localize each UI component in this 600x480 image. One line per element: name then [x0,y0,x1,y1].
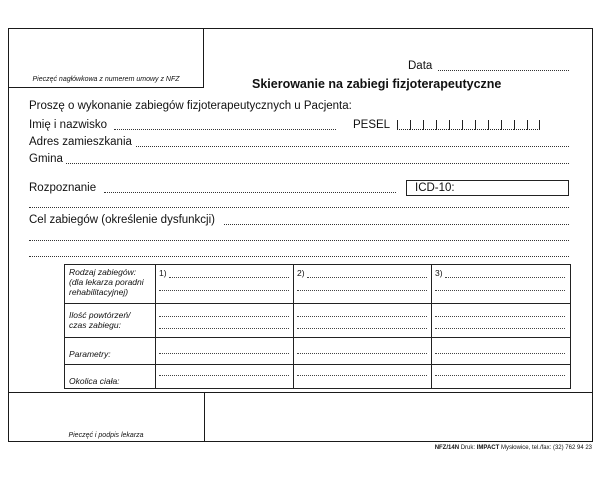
form-title: Skierowanie na zabiegi fizjoterapeutyczne [252,77,502,91]
pesel-digit-cell[interactable] [462,120,475,130]
pesel-digit-cell[interactable] [475,120,488,130]
pesel-digit-cell[interactable] [449,120,462,130]
goal-continuation-line[interactable] [29,240,569,241]
pesel-digit-cell[interactable] [436,120,449,130]
signature-separator [8,392,593,393]
table-column-divider [155,265,156,388]
table-row-label-parameters: Parametry: [69,349,111,359]
procedures-table [64,264,571,389]
printer-brand: IMPACT [476,445,500,451]
table-cell-line[interactable] [297,375,427,376]
gmina-label: Gmina [29,153,63,165]
table-cell-line[interactable] [445,277,565,278]
pesel-field[interactable] [397,119,540,130]
pesel-digit-cell[interactable] [423,120,436,130]
date-field[interactable] [438,70,569,71]
table-cell-line[interactable] [435,328,565,329]
table-cell-line[interactable] [159,328,289,329]
icd10-label: ICD-10: [415,182,455,194]
icd10-field[interactable] [406,180,569,196]
table-cell-line[interactable] [159,316,289,317]
table-row-label-repetitions: Ilość powtórzeń/ czas zabiegu: [69,310,131,330]
pesel-label: PESEL [353,119,391,131]
table-cell-line[interactable] [307,277,427,278]
table-cell-line[interactable] [159,290,289,291]
table-cell-line[interactable] [435,290,565,291]
table-row-label-body-area: Okolica ciała: [69,376,120,386]
table-column-number: 1) [159,268,167,278]
goal-field[interactable] [224,224,569,225]
table-column-number: 2) [297,268,305,278]
stamp-caption: Pieczęć nagłówkowa z numerem umowy z NFZ [32,76,180,83]
print-footer [435,445,592,451]
table-cell-line[interactable] [297,290,427,291]
pesel-digit-cell[interactable] [397,120,410,130]
signature-column-divider [204,392,205,442]
name-label: Imię i nazwisko [29,119,107,131]
table-cell-line[interactable] [435,353,565,354]
table-column-divider [293,265,294,388]
pesel-digit-cell[interactable] [514,120,527,130]
table-row-divider [65,364,570,365]
diagnosis-continuation-line[interactable] [29,207,569,208]
goal-continuation-line[interactable] [29,256,569,257]
diagnosis-field[interactable] [104,192,396,193]
table-row-divider [65,303,570,304]
name-field[interactable] [114,129,336,130]
form-code: NFZ/14N [434,445,460,451]
address-label: Adres zamieszkania [29,136,132,148]
address-field[interactable] [136,146,569,147]
pesel-digit-cell[interactable] [488,120,501,130]
table-column-divider [431,265,432,388]
pesel-digit-cell[interactable] [410,120,423,130]
table-cell-line[interactable] [159,353,289,354]
table-cell-line[interactable] [435,316,565,317]
printer-contact: Mysłowice, tel./fax: (32) 762 94 23 [500,445,592,451]
table-cell-line[interactable] [169,277,289,278]
date-label: Data [408,60,433,72]
goal-label: Cel zabiegów (określenie dysfunkcji) [29,214,215,226]
pesel-digit-cell[interactable] [501,120,514,130]
gmina-field[interactable] [66,163,569,164]
intro-text: Proszę o wykonanie zabiegów fizjoterapeutycznych u Pacjenta: [29,100,352,112]
table-cell-line[interactable] [435,375,565,376]
signature-caption: Pieczęć i podpis lekarza [68,432,144,439]
table-cell-line[interactable] [297,316,427,317]
diagnosis-label: Rozpoznanie [29,182,97,194]
table-cell-line[interactable] [297,328,427,329]
table-cell-line[interactable] [159,375,289,376]
table-row-label-procedure-type: Rodzaj zabiegów: (dla lekarza poradni rehabilitacyjnej) [69,267,144,297]
print-label: Druk: [460,445,476,451]
table-column-number: 3) [435,268,443,278]
pesel-digit-cell[interactable] [527,120,540,130]
table-row-divider [65,337,570,338]
table-cell-line[interactable] [297,353,427,354]
